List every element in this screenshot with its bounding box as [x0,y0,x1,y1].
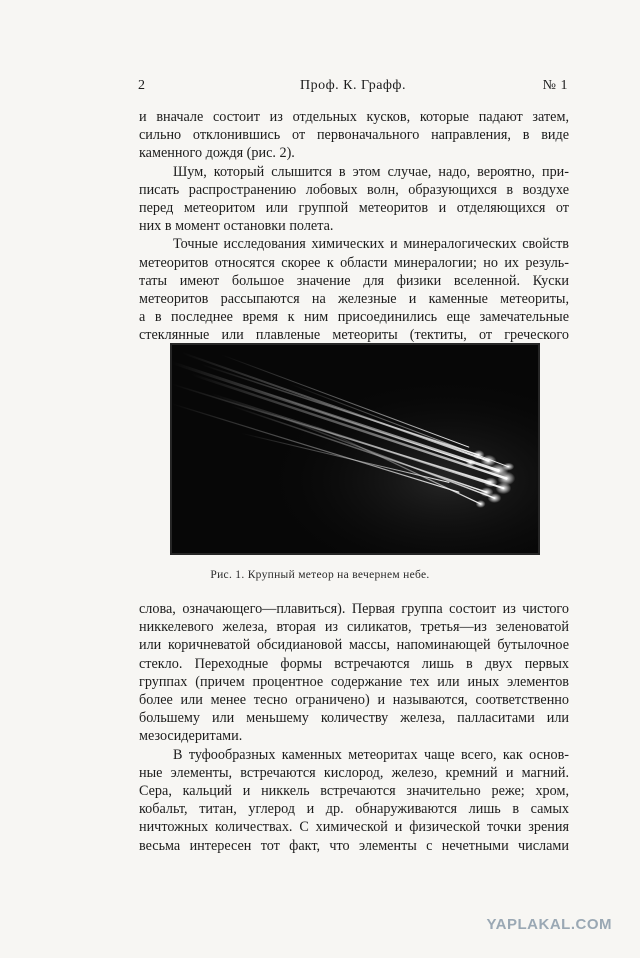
text-line: метеоритов относятся скорее к области минералогии; но их резуль- [139,254,569,271]
meteor-photograph [170,343,540,555]
figure-caption: Рис. 1. Крупный метеор на вечернем небе. [210,569,430,581]
meteor-streaks-image [172,345,538,553]
page-number: 2 [138,78,146,93]
text-line: сильно отклонившись от первоначального направления, в виде [139,127,569,144]
text-line: стеклянные или плавленые метеориты (тектиты, от греческого [139,327,569,344]
issue-number: № 1 [542,78,568,93]
text-line: весьма интересен тот факт, что элементы с нечетными числами [139,837,569,854]
running-title-author: Проф. К. Графф. [299,78,406,93]
text-line: более или менее тесно ограничено) и называются, соответственно [139,692,569,709]
text-line: них в момент остановки полета. [139,218,334,235]
text-line: стекло. Переходные формы встречаются лишь в двух первых [139,655,569,672]
text-line: слова, означающего—плавиться). Первая группа состоит из чистого [139,601,569,617]
body-text-bottom [139,600,569,855]
text-line: большему или меньшему количеству железа, палласитами или [139,710,569,727]
text-line: Сера, кальций и никкель встречаются значительно реже; хром, [139,783,569,800]
text-line: Шум, который слышится в этом случае, надо, вероятно, при- [173,163,569,180]
text-line: мезосидеритами. [139,728,243,745]
text-line: ничтожных количествах. С химической и физической точки зрения [139,819,569,836]
text-line: а в последнее время к ним присоединились еще замечательные [139,309,569,326]
site-watermark: YAPLAKAL.COM [486,916,612,933]
text-line: никкелевого железа, вторая из силикатов, третья—из зеленоватой [139,619,569,636]
text-line: метеоритов рассыпаются на железные и каменные метеориты, [139,291,569,308]
text-line: писать распространению лобовых волн, образующихся в воздухе [139,181,569,198]
text-line: ные элементы, встречаются кислород, железо, кремний и магний. [139,764,569,781]
text-line: каменного дождя (рис. 2). [139,145,295,162]
text-line: группах (причем процентное содержание тех или иных элементов [139,673,569,690]
text-line: В туфообразных каменных метеоритах чаще всего, как основ- [173,746,569,763]
text-line: кобальт, титан, углерод и др. обнаруживаются лишь в самых [139,801,569,818]
running-header [138,78,568,98]
text-line: Точные исследования химических и минералогических свойств [173,236,569,253]
text-line: и вначале состоит из отдельных кусков, которые падают затем, [139,109,569,125]
text-line: таты имеют большое значение для физики вселенной. Куски [139,272,569,289]
body-text-top [139,108,569,345]
text-line: или коричневатой обсидиановой массы, напоминающей бутылочное [139,637,569,654]
text-line: перед метеоритом или группой метеоритов и отделяющихся от [139,200,569,217]
